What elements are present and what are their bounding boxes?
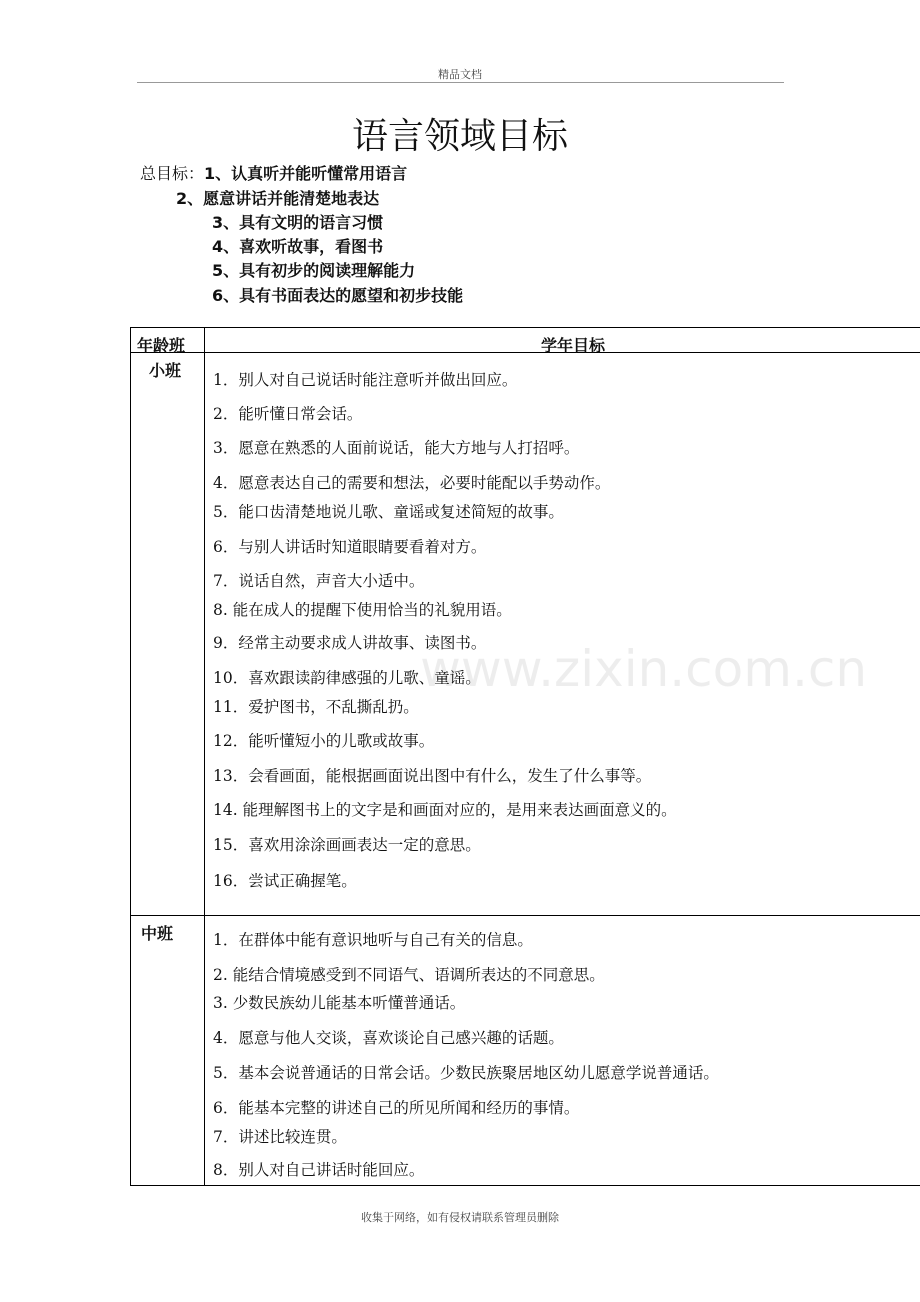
list-item: 14. 能理解图书上的文字是和画面对应的，是用来表达画面意义的。 [213,801,677,819]
goal-item: 5、具有初步的阅读理解能力 [212,261,416,280]
page-footer: 收集于网络，如有侵权请联系管理员删除 [361,1211,559,1224]
table-header-divider [131,352,920,353]
list-item: 5．基本会说普通话的日常会话。少数民族聚居地区幼儿愿意学说普通话。 [213,1064,719,1082]
list-item: 13．会看画面，能根据画面说出图中有什么，发生了什么事等。 [213,767,652,785]
list-item: 6．与别人讲话时知道眼睛要看着对方。 [213,538,487,556]
goal-item: 4、喜欢听故事，看图书 [212,237,384,256]
list-item: 11．爱护图书，不乱撕乱扔。 [213,698,419,716]
age-label-small: 小班 [149,361,182,380]
goal-item: 2、愿意讲话并能清楚地表达 [176,189,380,208]
watermark: www.zixin.com.cn [420,640,868,698]
list-item: 3. 少数民族幼儿能基本听懂普通话。 [213,994,466,1012]
age-label-middle: 中班 [141,924,174,943]
list-item: 7．讲述比较连贯。 [213,1128,347,1146]
list-item: 6．能基本完整的讲述自己的所见所闻和经历的事情。 [213,1099,580,1117]
list-item: 9．经常主动要求成人讲故事、读图书。 [213,634,487,652]
list-item: 16．尝试正确握笔。 [213,872,357,890]
list-item: 1．在群体中能有意识地听与自己有关的信息。 [213,931,533,949]
goal-line-1 [140,161,407,184]
list-item: 2. 能结合情境感受到不同语气、语调所表达的不同意思。 [213,966,605,984]
list-item: 5．能口齿清楚地说儿歌、童谣或复述简短的故事。 [213,503,564,521]
list-item: 1．别人对自己说话时能注意听并做出回应。 [213,371,518,389]
list-item: 8. 能在成人的提醒下使用恰当的礼貌用语。 [213,601,512,619]
list-item: 12．能听懂短小的儿歌或故事。 [213,732,435,750]
list-item: 3．愿意在熟悉的人面前说话，能大方地与人打招呼。 [213,439,580,457]
list-item: 4．愿意与他人交谈，喜欢谈论自己感兴趣的话题。 [213,1029,564,1047]
table-column-divider [204,328,205,1185]
list-item: 10．喜欢跟读韵律感强的儿歌、童谣。 [213,669,481,687]
header-age-class: 年龄班 [137,336,186,355]
table-row-divider [131,915,920,916]
header-divider [137,82,784,83]
list-item: 15．喜欢用涂涂画画表达一定的意思。 [213,836,481,854]
goals-label: 总目标： [140,164,205,183]
page-header: 精品文档 [438,68,482,81]
header-year-goals: 学年目标 [541,336,606,355]
goal-item: 1、认真听并能听懂常用语言 [204,164,408,183]
list-item: 8．别人对自己讲话时能回应。 [213,1161,425,1179]
list-item: 4．愿意表达自己的需要和想法，必要时能配以手势动作。 [213,474,611,492]
goals-table [130,327,920,1186]
goal-item: 3、具有文明的语言习惯 [212,213,384,232]
list-item: 7．说话自然，声音大小适中。 [213,572,425,590]
list-item: 2．能听懂日常会话。 [213,405,363,423]
goal-item: 6、具有书面表达的愿望和初步技能 [212,286,464,305]
document-title: 语言领域目标 [351,116,568,157]
